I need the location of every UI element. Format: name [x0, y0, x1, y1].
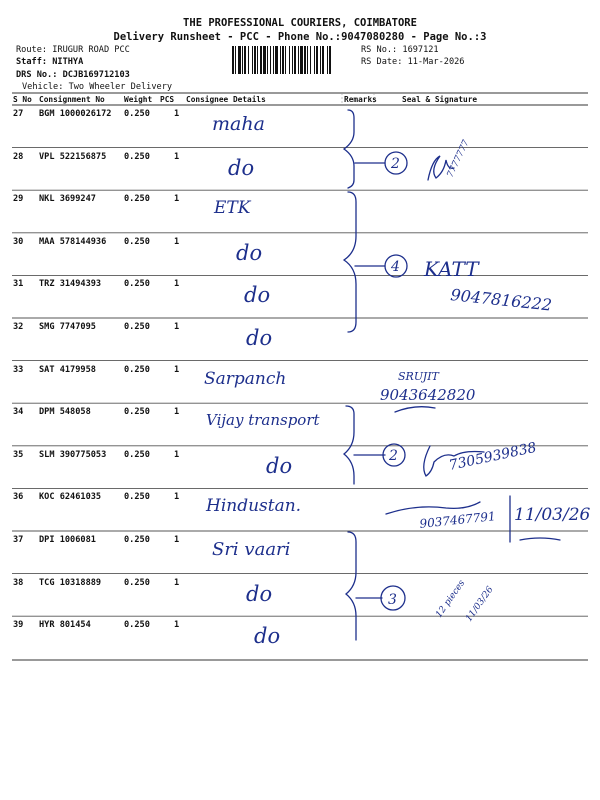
signature-phone: 7305939838: [447, 439, 538, 474]
col-weight: Weight: [124, 95, 153, 104]
signature-scribble: [520, 538, 560, 540]
row-sno: 27: [13, 109, 24, 119]
row-consignee-handwritten: do: [236, 240, 263, 265]
row-pcs: 1: [174, 151, 180, 162]
row-consignee-handwritten: Hindustan.: [206, 496, 302, 517]
row-sno: 36: [13, 492, 24, 503]
staff-label: Staff: NITHYA: [16, 57, 84, 67]
row-pcs: 1: [174, 492, 180, 503]
runsheet-subtitle: Delivery Runsheet - PCC - Phone No.:9047080280 - Page No.:3: [113, 31, 487, 43]
signature-name: SRUJIT: [398, 370, 439, 383]
row-sno: 29: [13, 194, 24, 205]
col-seal-signature: Seal & Signature: [402, 95, 478, 104]
row-pcs: 1: [174, 109, 180, 119]
row-weight: 0.250: [124, 577, 150, 588]
row-pcs: 1: [174, 194, 180, 205]
brace-group-1: [344, 110, 354, 188]
row-weight: 0.250: [124, 492, 150, 503]
row-consignee-handwritten: Vijay transport: [206, 411, 320, 430]
signature-scribble: [395, 407, 435, 412]
row-pcs: 1: [174, 236, 180, 247]
row-sno: 32: [13, 322, 24, 332]
brace-group-3: [344, 406, 354, 484]
row-consignment-no: TRZ 31494393: [39, 279, 102, 290]
row-pcs: 1: [174, 620, 180, 631]
vehicle-label: Vehicle: Two Wheeler Delivery: [22, 82, 173, 92]
row-sno: 31: [13, 279, 24, 290]
row-weight: 0.250: [124, 109, 150, 119]
row-consignee-handwritten: do: [246, 326, 273, 350]
row-consignment-no: BGM 1000026172: [39, 109, 112, 119]
row-weight: 0.250: [124, 364, 150, 375]
row-consignee-handwritten: Sarpanch: [204, 368, 287, 389]
row-consignment-no: DPM 548058: [39, 407, 91, 418]
rs-date: RS Date: 11-Mar-2026: [361, 57, 465, 67]
row-consignee-handwritten: maha: [212, 113, 265, 135]
ink-remark-number: 4: [391, 259, 400, 275]
row-pcs: 1: [174, 535, 180, 545]
row-consignee-handwritten: ETK: [214, 198, 251, 219]
col-remarks: Remarks: [344, 95, 377, 104]
row-weight: 0.250: [124, 407, 150, 418]
row-consignment-no: NKL 3699247: [39, 194, 96, 205]
row-consignment-no: TCG 10318889: [39, 577, 102, 588]
row-consignment-no: SLM 390775053: [39, 449, 107, 460]
row-pcs: 1: [174, 407, 180, 418]
row-sno: 39: [13, 620, 24, 631]
row-consignee-handwritten: Sri vaari: [212, 539, 291, 560]
row-consignment-no: HYR 801454: [39, 620, 91, 631]
row-consignment-no: MAA 578144936: [39, 236, 107, 247]
row-pcs: 1: [174, 322, 180, 332]
row-weight: 0.250: [124, 322, 150, 332]
row-sno: 28: [13, 151, 24, 162]
row-weight: 0.250: [124, 151, 150, 162]
col-pcs: PCS: [160, 95, 175, 104]
signature-phone: 9043642820: [380, 386, 476, 404]
row-consignment-no: KOC 62461035: [39, 492, 102, 503]
signature-date: 11/03/26: [514, 505, 591, 525]
row-sno: 38: [13, 577, 24, 588]
ink-remark-number: 2: [391, 156, 400, 172]
row-consignment-no: SMG 7747095: [39, 322, 96, 332]
row-consignee-handwritten: do: [244, 283, 271, 308]
row-consignee-handwritten: do: [254, 624, 281, 649]
route-label: Route: IRUGUR ROAD PCC: [16, 45, 130, 55]
row-pcs: 1: [174, 449, 180, 460]
col-consignee: Consignee Details: [186, 95, 266, 104]
signature-date: 11/03/26: [464, 584, 496, 624]
row-sno: 33: [13, 364, 24, 375]
col-consignment: Consignment No: [39, 95, 105, 104]
signature-number: 7777777: [445, 138, 472, 180]
row-pcs: 1: [174, 364, 180, 375]
row-weight: 0.250: [124, 194, 150, 205]
row-consignee-handwritten: do: [228, 155, 255, 180]
ink-remark-number: 3: [388, 592, 397, 608]
row-consignment-no: VPL 522156875: [39, 151, 107, 162]
row-weight: 0.250: [124, 535, 150, 545]
row-weight: 0.250: [124, 236, 150, 247]
brace-group-4: [346, 532, 356, 640]
brace-group-2: [344, 192, 356, 332]
signature-note: 12 pieces: [434, 578, 468, 620]
row-consignment-no: SAT 4179958: [39, 364, 96, 375]
row-sno: 34: [13, 407, 24, 418]
row-sno: 37: [13, 535, 24, 545]
row-weight: 0.250: [124, 620, 150, 631]
signature-phone: 9037467791: [418, 509, 497, 531]
ink-remark-number: 2: [389, 448, 398, 464]
row-weight: 0.250: [124, 449, 150, 460]
rs-number: RS No.: 1697121: [361, 45, 439, 55]
row-pcs: 1: [174, 577, 180, 588]
row-consignee-handwritten: do: [266, 453, 293, 478]
signature-phone: 9047816222: [449, 285, 553, 315]
row-sno: 35: [13, 449, 24, 460]
row-pcs: 1: [174, 279, 180, 290]
signature-name: KATT: [424, 257, 479, 281]
row-consignee-handwritten: do: [246, 581, 273, 606]
company-title: THE PROFESSIONAL COURIERS, COIMBATORE: [183, 17, 417, 29]
col-sno: S No: [13, 95, 32, 104]
row-weight: 0.250: [124, 279, 150, 290]
row-consignment-no: DPI 1006081: [39, 535, 96, 545]
drs-number: DRS No.: DCJB169712103: [16, 70, 130, 80]
row-sno: 30: [13, 236, 24, 247]
